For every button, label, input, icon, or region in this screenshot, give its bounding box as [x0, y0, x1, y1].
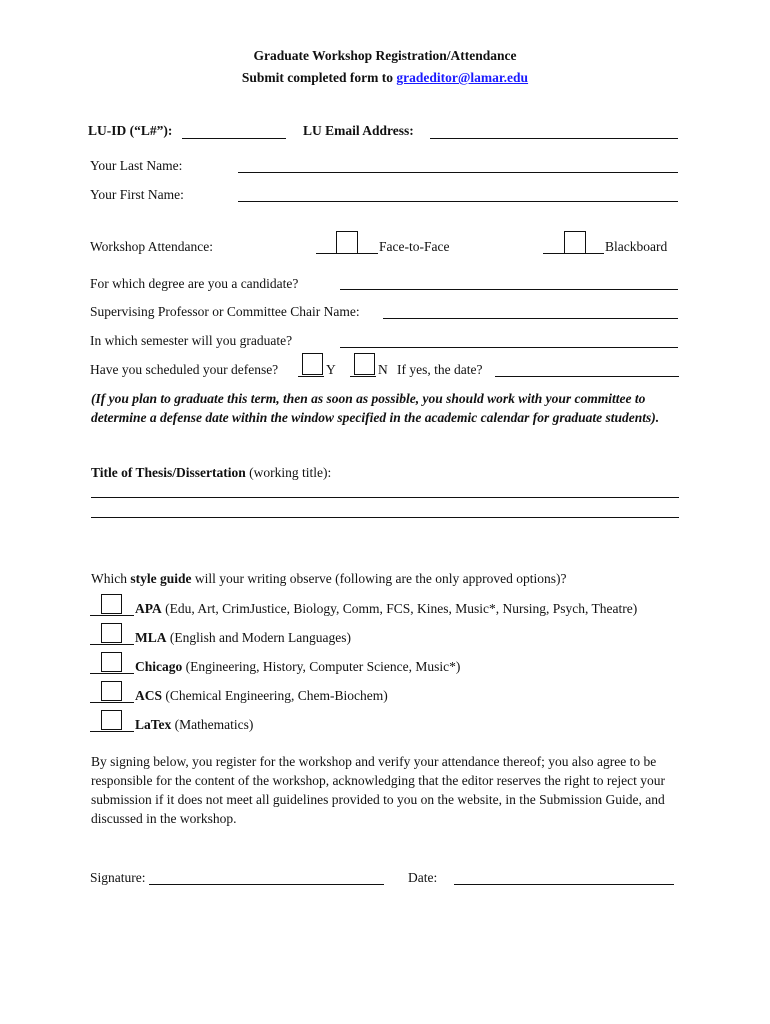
- signature-label: Signature:: [90, 870, 146, 885]
- blackboard-checkbox[interactable]: [564, 231, 586, 254]
- acs-desc: (Chemical Engineering, Chem-Biochem): [162, 688, 388, 703]
- defense-no-underline: [350, 376, 376, 377]
- mla-option: [135, 630, 351, 646]
- thesis-title-line-1[interactable]: [91, 497, 679, 498]
- degree-field[interactable]: [340, 289, 678, 290]
- chicago-name: Chicago: [135, 659, 183, 674]
- first-name-label: Your First Name:: [90, 187, 184, 202]
- blackboard-label: Blackboard: [605, 239, 668, 254]
- mla-underline: [90, 644, 134, 645]
- lu-email-field[interactable]: [430, 138, 678, 139]
- semester-label: In which semester will you graduate?: [90, 333, 293, 348]
- latex-checkbox[interactable]: [101, 710, 122, 730]
- date-label: Date:: [408, 870, 438, 885]
- attendance-label: Workshop Attendance:: [90, 239, 214, 254]
- chicago-option: [135, 659, 460, 675]
- defense-no-label: N: [378, 362, 388, 377]
- mla-name: MLA: [135, 630, 167, 645]
- thesis-label-suffix: (working title):: [245, 465, 332, 480]
- apa-checkbox[interactable]: [101, 594, 122, 614]
- defense-label: Have you scheduled your defense?: [90, 362, 279, 377]
- last-name-label: Your Last Name:: [90, 158, 183, 173]
- mla-desc: (English and Modern Languages): [166, 630, 351, 645]
- apa-name: APA: [135, 601, 162, 616]
- defense-yes-checkbox[interactable]: [302, 353, 323, 375]
- thesis-title-line-2[interactable]: [91, 517, 679, 518]
- first-name-field[interactable]: [238, 201, 678, 202]
- style-guide-intro-prefix: Which: [91, 571, 131, 586]
- defense-yes-underline: [298, 376, 324, 377]
- thesis-label: [91, 465, 331, 481]
- latex-underline: [90, 731, 134, 732]
- acs-name: ACS: [135, 688, 163, 703]
- apa-underline: [90, 615, 134, 616]
- graduation-note: (If you plan to graduate this term, then as soon as possible, you should work with your committee to determine a defense date within the window specified in the academic calendar for graduate students).: [91, 391, 660, 425]
- chicago-underline: [90, 673, 134, 674]
- apa-desc: (Edu, Art, CrimJustice, Biology, Comm, FCS, Kines, Music*, Nursing, Psych, Theatre): [161, 601, 638, 616]
- mla-checkbox[interactable]: [101, 623, 122, 643]
- defense-no-checkbox[interactable]: [354, 353, 375, 375]
- face-to-face-checkbox[interactable]: [336, 231, 358, 254]
- thesis-label-bold: Title of Thesis/Dissertation: [91, 465, 246, 480]
- semester-field[interactable]: [340, 347, 678, 348]
- chicago-desc: (Engineering, History, Computer Science, Music*): [182, 659, 461, 674]
- defense-yes-label: Y: [326, 362, 336, 377]
- degree-label: For which degree are you a candidate?: [90, 276, 299, 291]
- submit-line: [0, 70, 770, 86]
- email-link[interactable]: gradeditor@lamar.edu: [396, 70, 529, 85]
- style-guide-intro-bold: style guide: [130, 571, 192, 586]
- form-title: Graduate Workshop Registration/Attendance: [253, 48, 517, 63]
- style-guide-intro-suffix: will your writing observe (following are the only approved options)?: [191, 571, 567, 586]
- style-guide-intro: [91, 571, 566, 587]
- date-field[interactable]: [454, 884, 674, 885]
- acs-option: [135, 688, 388, 704]
- professor-label: Supervising Professor or Committee Chair Name:: [90, 304, 360, 319]
- acs-underline: [90, 702, 134, 703]
- luid-field[interactable]: [182, 138, 286, 139]
- luid-label: LU-ID (“L#”):: [88, 123, 173, 138]
- submit-prefix: Submit completed form to: [241, 70, 397, 85]
- lu-email-label: LU Email Address:: [303, 123, 414, 138]
- professor-field[interactable]: [383, 318, 678, 319]
- defense-date-field[interactable]: [495, 376, 679, 377]
- apa-option: [135, 601, 637, 617]
- last-name-field[interactable]: [238, 172, 678, 173]
- latex-desc: (Mathematics): [171, 717, 254, 732]
- face-to-face-label: Face-to-Face: [379, 239, 450, 254]
- latex-option: [135, 717, 253, 733]
- defense-date-label: If yes, the date?: [397, 362, 483, 377]
- signature-field[interactable]: [149, 884, 384, 885]
- agreement-text: By signing below, you register for the workshop and verify your attendance thereof; you also agree to be responsible for the content of the workshop, acknowledging that the editor reserves the right to reject your submission if it does not meet all guidelines provided to you on the website, in the Submission Guide, and discussed in the workshop.: [91, 754, 665, 826]
- acs-checkbox[interactable]: [101, 681, 122, 701]
- chicago-checkbox[interactable]: [101, 652, 122, 672]
- latex-name: LaTex: [135, 717, 172, 732]
